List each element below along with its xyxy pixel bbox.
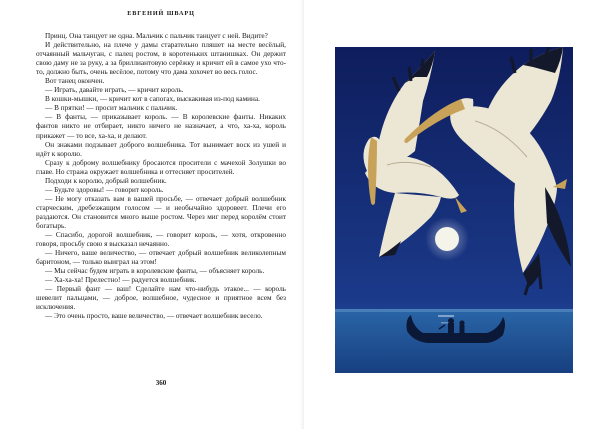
paragraph: Вот танец окончен. [45,77,105,86]
paragraph: — Спасибо, дорогой волшебник, — говорит король, — хотя, откровенно говоря, просьбу свою я высказал нечаянно. [36,231,286,249]
paragraph: — Будьте здоровы! — говорит король. [45,185,164,194]
paragraph: В кошки-мышки, — кричит кот в сапогах, выскакивая из-под камина. [45,95,260,104]
paragraph: — В прятки! — просит мальчик с пальчик. [45,104,178,113]
paragraph: — Не могу отказать вам в вашей просьбе, — отвечает добрый волшебник старческим, дребезжащим голосом — и необычайно здоровеет. Плечи его раздаются. Он становится много выше ростом. Через миг перед королём стоит богатырь. [36,194,286,230]
paragraph: — Ничего, ваше величество, — отвечает добрый волшебник великолепным баритоном, — только выиграл на этом! [36,249,286,267]
paragraph: — Это очень просто, ваше величество, — отвечает волшебник весело. [45,312,263,321]
page-number: 360 [155,379,167,387]
paragraph: — Мы сейчас будем играть в королевские фанты, — объясняет король. [45,267,265,276]
text-block [36,32,286,322]
paragraph: — Ха-ха-ха! Прелестно! — радуется волшебник. [45,276,197,285]
running-head: ЕВГЕНИЙ ШВАРЦ [127,10,195,17]
paragraph: Подходи к королю, добрый волшебник. [45,176,167,185]
paragraph: — Первый фант — ваш! Сделайте нам что-нибудь этакое... — король шевелит пальцами, — доброе, волшебное, чудесное и приятное всем без исключения. [36,285,286,312]
paragraph: — Играть, давайте играть, — кричит король. [45,86,184,95]
paragraph: — В фанты, — приказывает король. — В королевские фанты. Никаких фантов никто не отбирает, никто ничего не назначает, а что, ха-ха, король прикажет — то все, ха-ха, и делают. [36,113,286,140]
paragraph: Он знаками подзывает доброго волшебника. Тот вынимает воск из ушей и идёт к королю. [36,140,286,158]
paragraph: И действительно, на плече у дамы старательно пляшет на месте весёлый, отчаянный мальчуган, с палец ростом, в коротеньких штанишках. Он держит свою даму не за руку, а за бриллиантовую серёжку и кричит ей в самое ухо что-то, должно быть, очень весёлое, потому что дама хохочет во весь голос. [36,41,286,77]
paragraph: Сразу к доброму волшебнику бросаются просители с мачехой Золушки во главе. Но стража окружает волшебника и оттесняет просителей. [36,158,286,176]
pelicans-illustration [335,47,573,373]
paragraph: Принц. Она танцует не одна. Мальчик с пальчик танцует с ней. Видите? [45,32,268,40]
moon [435,227,459,251]
